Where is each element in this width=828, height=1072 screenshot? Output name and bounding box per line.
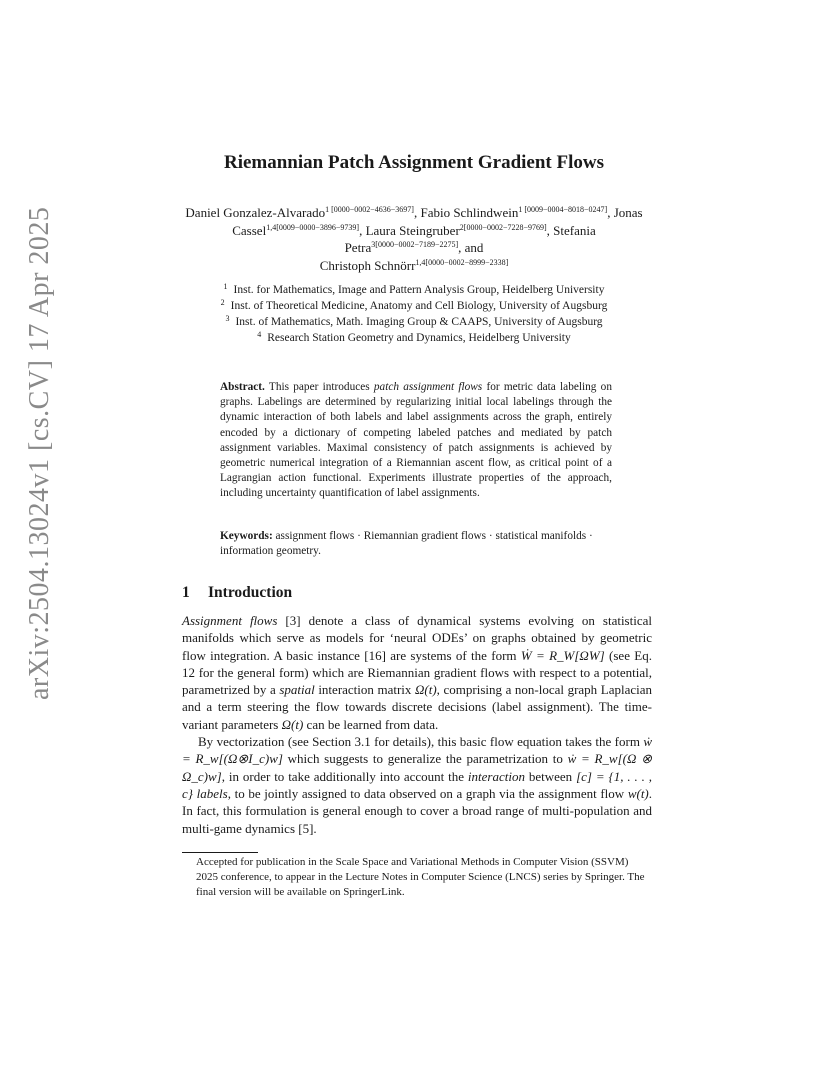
text: can be learned from data. xyxy=(303,716,439,732)
affiliation-number: 3 xyxy=(225,314,230,323)
author-orcid: 3[0000−0002−7189−2275] xyxy=(371,240,459,249)
affiliation-number: 2 xyxy=(220,298,225,307)
math: Ẇ = R_W[ΩW] xyxy=(520,647,605,663)
math: ẇ = R_w[(Ω⊗I_c)w] xyxy=(182,734,652,767)
text: (see Eq. 12 for the general form) which are Riemannian gradient flows with respect to a potential, parametrized by a xyxy=(182,647,652,698)
abstract-label: Abstract. xyxy=(220,381,265,393)
author-name: Fabio Schlindwein xyxy=(420,205,519,220)
math: Ω(t) xyxy=(281,716,304,732)
author-separator: , xyxy=(359,222,366,238)
emphasis: spatial xyxy=(279,682,315,698)
keywords-label: Keywords: xyxy=(220,530,273,542)
paper-title: Riemannian Patch Assignment Gradient Flows xyxy=(223,152,605,173)
affiliation-text: Research Station Geometry and Dynamics, Heidelberg University xyxy=(267,332,571,344)
keywords xyxy=(220,529,612,559)
affiliation-text: Inst. of Mathematics, Math. Imaging Group & CAAPS, University of Augsburg xyxy=(235,316,603,328)
math: w(t) xyxy=(627,785,649,801)
section-number: 1 xyxy=(182,584,190,601)
abstract-text: This paper introduces xyxy=(264,381,374,393)
text: which suggests to generalize the parametrization to xyxy=(282,751,568,767)
abstract-text: for metric data labeling on graphs. Labelings are determined by regularizing initial local labelings through the dynamic interaction of both labels and label assignments across the graph, entirely encoded by a dictionary of competing labeled patches and mediated by patch assignment variables. Maximal consistency of patch assignments is achieved by geometric numerical integration of a Riemannian ascent flow, as critical point of a Lagrangian action functional. Experiments illustrate properties of the approach, including uncertainty quantification of label assignments. xyxy=(220,381,612,500)
author-separator: , xyxy=(546,222,554,238)
math: [c] = {1, . . . , c} xyxy=(182,768,653,801)
affiliation-number: 4 xyxy=(257,330,262,339)
paragraph xyxy=(182,733,652,837)
affiliation-item xyxy=(178,314,650,330)
affiliation-number: 1 xyxy=(223,282,228,291)
author-orcid: 1 [0000−0002−4636−3697] xyxy=(325,205,414,214)
author-name: Christoph Schnörr xyxy=(319,257,416,273)
text: between xyxy=(524,768,577,784)
affiliation-list xyxy=(178,282,650,346)
author-orcid: 1,4[0000−0002−8999−2338] xyxy=(415,257,509,267)
author-orcid: 1,4[0009−0000−3896−9739] xyxy=(266,222,360,232)
author-separator: , xyxy=(413,205,421,220)
author-name: Jonas Cassel xyxy=(232,205,643,238)
emphasis: labels xyxy=(196,785,228,801)
author-name: Stefania Petra xyxy=(344,222,596,255)
section-title: Introduction xyxy=(208,584,293,601)
keywords-text: assignment flows · Riemannian gradient flows · statistical manifolds · information geometry. xyxy=(220,530,593,558)
abstract xyxy=(220,380,612,502)
abstract-emphasis: patch assignment flows xyxy=(373,381,483,393)
affiliation-text: Inst. of Theoretical Medicine, Anatomy and Cell Biology, University of Augsburg xyxy=(230,300,608,312)
author-list xyxy=(178,204,650,274)
affiliation-text: Inst. for Mathematics, Image and Pattern Analysis Group, Heidelberg University xyxy=(233,284,605,296)
text: , to be jointly assigned to data observed on a graph via the assignment flow xyxy=(227,785,628,801)
text: [3] denote a class of dynamical systems evolving on statistical manifolds which serve as models for ‘neural ODEs’ on graphs obtained by geometric flow integration. A basic instance [16] are systems of the form xyxy=(182,613,652,663)
emphasis: Assignment flows xyxy=(182,613,278,628)
author-orcid: 1 [0009−0004−8018−0247] xyxy=(518,205,608,214)
author-orcid: 2[0000−0002−7228−9769] xyxy=(459,222,547,232)
footnote-rule xyxy=(182,852,258,853)
text: . In fact, this formulation is general enough to cover a broad range of multi-population and multi-game dynamics [5]. xyxy=(182,785,653,836)
affiliation-item xyxy=(178,298,650,314)
text: , in order to take additionally into account the xyxy=(221,768,468,784)
body-text xyxy=(182,612,652,837)
author-separator: , xyxy=(607,205,614,220)
author-name: Laura Steingruber xyxy=(365,222,460,238)
author-name: Daniel Gonzalez-Alvarado xyxy=(185,205,326,220)
math: ẇ = R_w[(Ω ⊗ Ω_c)w] xyxy=(182,751,652,784)
affiliation-item xyxy=(178,330,650,346)
affiliation-item xyxy=(178,282,650,298)
text: interaction matrix xyxy=(314,682,415,698)
math: Ω(t) xyxy=(415,682,437,698)
emphasis: interaction xyxy=(467,768,525,784)
arxiv-stamp: arXiv:2504.13024v1 [cs.CV] 17 Apr 2025 xyxy=(24,206,55,700)
text: By vectorization (see Section 3.1 for details), this basic flow equation takes the form xyxy=(198,734,644,750)
author-separator: , and xyxy=(458,240,484,255)
footnote: Accepted for publication in the Scale Space and Variational Methods in Computer Vision (SSVM) 2025 conference, to appear in the Lecture Notes in Computer Science (LNCS) series by Springer. The final version will be available on SpringerLink. xyxy=(196,856,645,898)
section-heading xyxy=(182,584,292,602)
text: , comprising a non-local graph Laplacian and a term steering the flow towards discrete decisions (label assignment). The time-variant parameters xyxy=(182,682,652,732)
paragraph xyxy=(182,612,652,733)
